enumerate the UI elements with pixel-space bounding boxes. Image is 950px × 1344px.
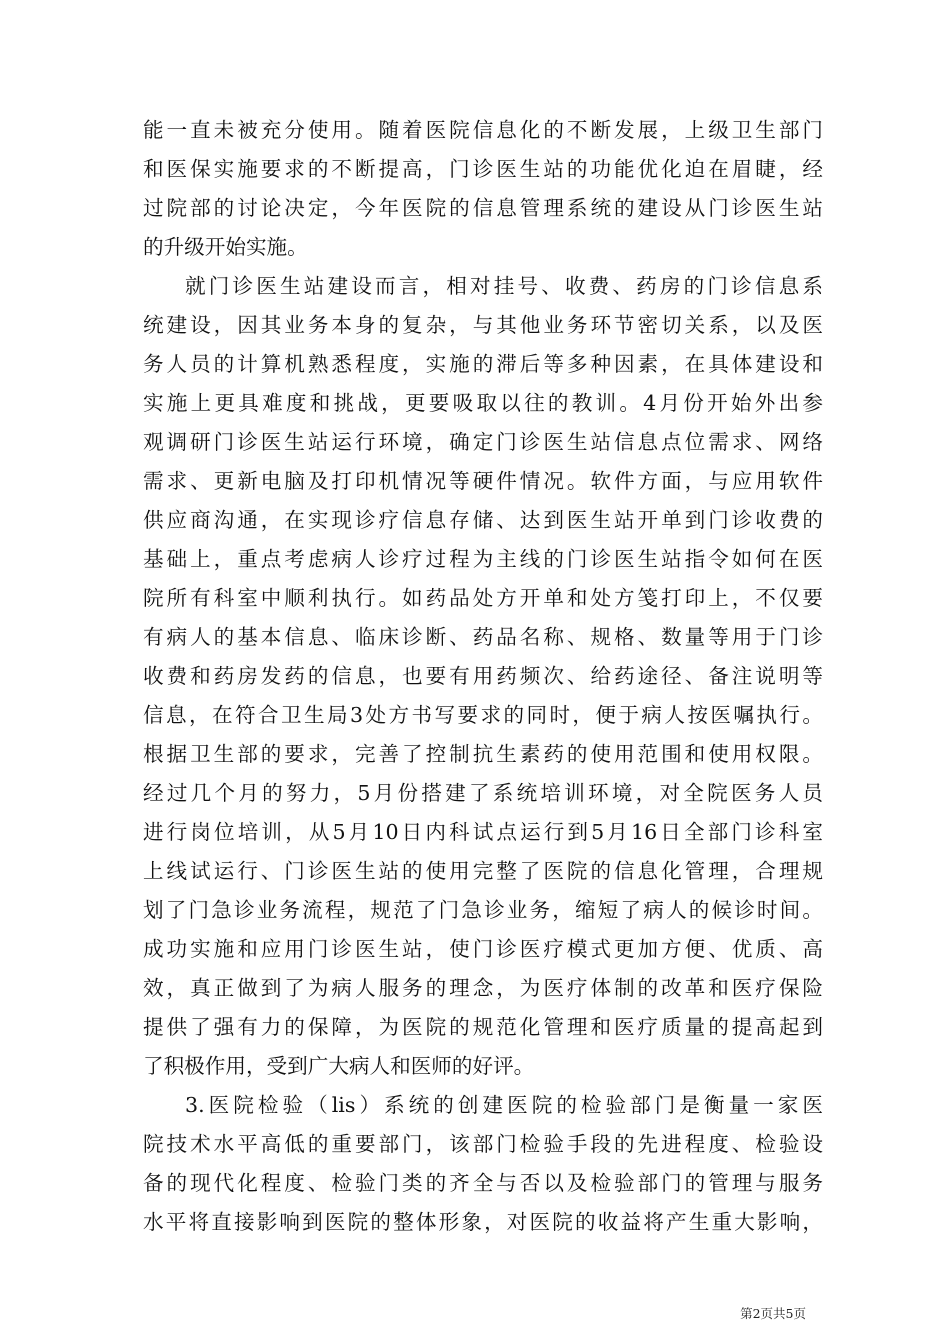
text-line: 过院部的讨论决定，今年医院的信息管理系统的建设从门诊医生站: [143, 196, 823, 220]
text-line: 院技术水平高低的重要部门，该部门检验手段的先进程度、检验设: [143, 1132, 823, 1156]
text-line: 成功实施和应用门诊医生站，使门诊医疗模式更加方便、优质、高: [143, 937, 823, 961]
text-line: 经过几个月的努力，5月份搭建了系统培训环境，对全院医务人员: [143, 781, 823, 805]
text-line: 就门诊医生站建设而言，相对挂号、收费、药房的门诊信息系: [185, 274, 823, 298]
text-line: 进行岗位培训，从5月10日内科试点运行到5月16日全部门诊科室: [143, 820, 823, 844]
text-line: 效，真正做到了为病人服务的理念，为医疗体制的改革和医疗保险: [143, 976, 823, 1000]
text-line: 3.医院检验（lis）系统的创建医院的检验部门是衡量一家医: [185, 1093, 823, 1117]
text-line: 统建设，因其业务本身的复杂，与其他业务环节密切关系，以及医: [143, 313, 823, 337]
text-line: 备的现代化程度、检验门类的齐全与否以及检验部门的管理与服务: [143, 1171, 823, 1195]
text-line: 需求、更新电脑及打印机情况等硬件情况。软件方面，与应用软件: [143, 469, 823, 493]
text-line: 收费和药房发药的信息，也要有用药频次、给药途径、备注说明等: [143, 664, 823, 688]
text-line: 划了门急诊业务流程，规范了门急诊业务，缩短了病人的候诊时间。: [143, 898, 823, 922]
text-line: 的升级开始实施。: [143, 235, 308, 259]
body-text: [143, 111, 823, 1242]
text-line: 有病人的基本信息、临床诊断、药品名称、规格、数量等用于门诊: [143, 625, 823, 649]
text-line: 上线试运行、门诊医生站的使用完整了医院的信息化管理，合理规: [143, 859, 823, 883]
text-line: 水平将直接影响到医院的整体形象，对医院的收益将产生重大影响，: [143, 1210, 823, 1234]
text-line: 和医保实施要求的不断提高，门诊医生站的功能优化迫在眉睫，经: [143, 157, 823, 181]
text-line: 信息，在符合卫生局3处方书写要求的同时，便于病人按医嘱执行。: [143, 703, 823, 727]
text-line: 供应商沟通，在实现诊疗信息存储、达到医生站开单到门诊收费的: [143, 508, 823, 532]
text-line: 能一直未被充分使用。随着医院信息化的不断发展，上级卫生部门: [143, 118, 823, 142]
text-line: 基础上，重点考虑病人诊疗过程为主线的门诊医生站指令如何在医: [143, 547, 823, 571]
text-line: 实施上更具难度和挑战，更要吸取以往的教训。4月份开始外出参: [143, 391, 823, 415]
text-line: 提供了强有力的保障，为医院的规范化管理和医疗质量的提高起到: [143, 1015, 823, 1039]
text-line: 观调研门诊医生站运行环境，确定门诊医生站信息点位需求、网络: [143, 430, 823, 454]
text-line: 根据卫生部的要求，完善了控制抗生素药的使用范围和使用权限。: [143, 742, 823, 766]
text-line: 了积极作用，受到广大病人和医师的好评。: [143, 1054, 535, 1078]
page-footer: 第2页共5页: [740, 1306, 806, 1321]
text-line: 务人员的计算机熟悉程度，实施的滞后等多种因素，在具体建设和: [143, 352, 823, 376]
text-line: 院所有科室中顺利执行。如药品处方开单和处方笺打印上，不仅要: [143, 586, 823, 610]
